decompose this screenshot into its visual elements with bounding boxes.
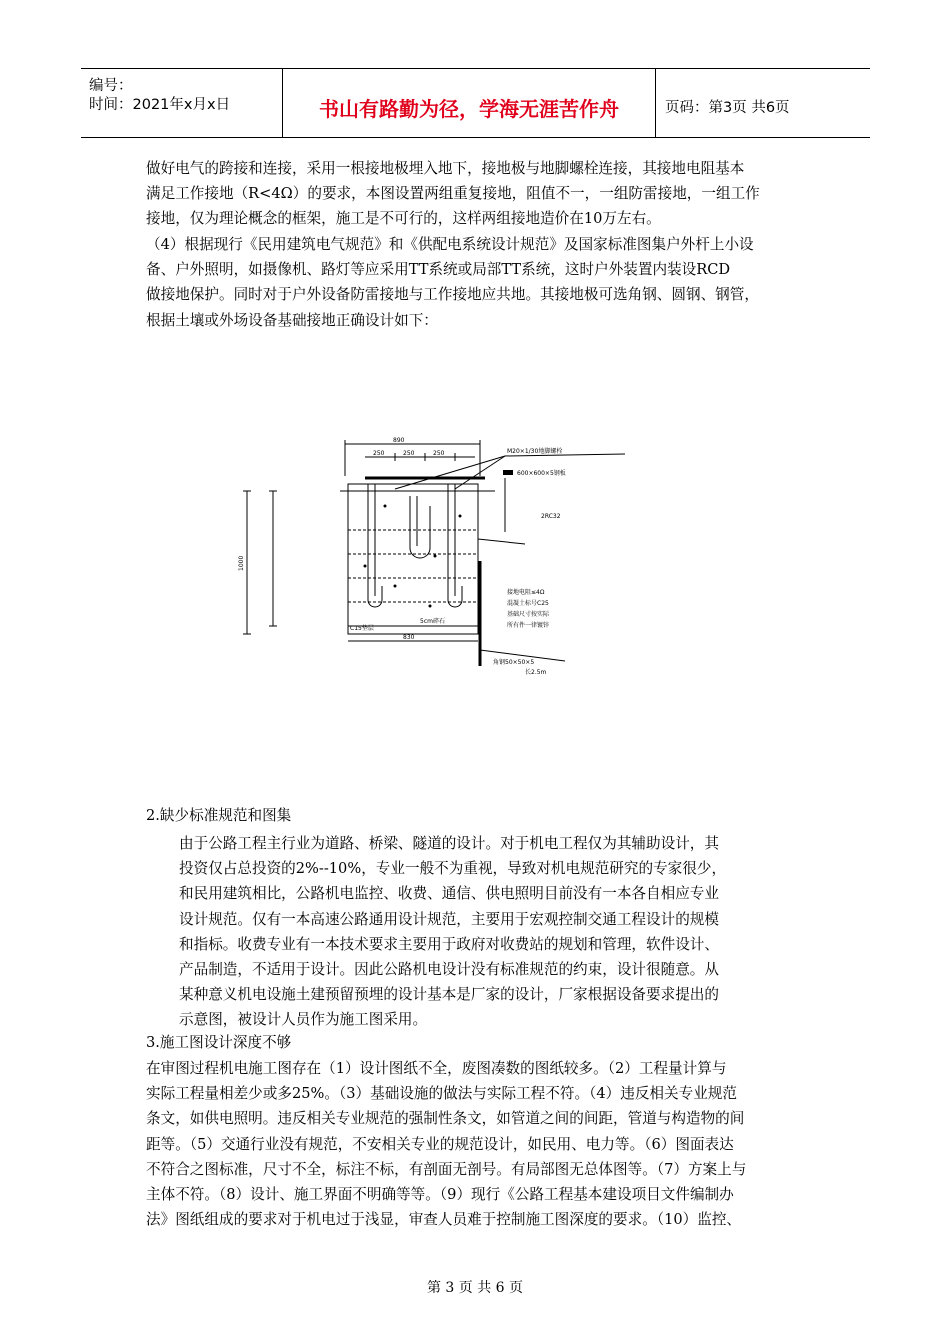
text-line: （4）根据现行《民用建筑电气规范》和《供配电系统设计规范》及国家标准图集户外杆上小设 <box>146 236 754 253</box>
page-header <box>81 68 870 138</box>
header-page-cell <box>655 69 870 137</box>
text-line: 实际工程量相差少或多25%。（3）基础设施的做法与实际工程不符。（4）违反相关专业规范 <box>146 1085 737 1103</box>
section-2-heading: 2.缺少标准规范和图集 <box>146 807 292 824</box>
dimension-sub-label: 250 <box>403 450 415 457</box>
angle-length-label: 长2.5m <box>525 669 547 676</box>
header-page-number: 页码：第3页 共6页 <box>665 100 790 116</box>
note-foundation-size: 基础尺寸按实际 <box>507 611 550 618</box>
conduit-label: 2RC32 <box>541 513 561 520</box>
text-line: 和指标。收费专业有一本技术要求主要用于政府对收费站的规划和管理，软件设计、 <box>179 935 719 953</box>
note-galvanized: 所有件一律镀锌 <box>507 622 550 629</box>
paragraph-section-3 <box>146 1056 746 1232</box>
text-line: 接地，仅为理论概念的框架，施工是不可行的，这样两组接地造价在10万左右。 <box>146 210 661 228</box>
text-line: 根据土壤或外场设备基础接地正确设计如下： <box>146 311 438 329</box>
dimension-top-label: 890 <box>393 437 405 444</box>
text-line: 满足工作接地（R<4Ω）的要求，本图设置两组重复接地，阻值不一，一组防雷接地，一组工作 <box>146 185 760 203</box>
text-line: 产品制造，不适用于设计。因此公路机电设计没有标准规范的约束，设计很随意。从 <box>179 961 719 979</box>
cushion-label: C15垫层 <box>350 625 374 632</box>
paragraph-item-4 <box>146 232 759 333</box>
dimension-sub-label: 250 <box>433 450 445 457</box>
plate-label: 600×600×5钢板 <box>517 470 566 477</box>
text-line: 在审图过程机电施工图存在（1）设计图纸不全，废图凑数的图纸较多。（2）工程量计算与 <box>146 1060 727 1077</box>
header-info-cell <box>81 69 281 137</box>
header-motto-cell <box>282 69 656 137</box>
text-line: 某种意义机电设施土建预留预埋的设计基本是厂家的设计，厂家根据设备要求提出的 <box>179 986 719 1004</box>
text-line: 由于公路工程主行业为道路、桥梁、隧道的设计。对于机电工程仅为其辅助设计，其 <box>179 835 719 852</box>
text-line: 示意图，被设计人员作为施工图采用。 <box>179 1011 428 1029</box>
dimension-sub-label: 250 <box>373 450 385 457</box>
text-line: 不符合之图标准，尺寸不全，标注不标，有剖面无剖号。有局部图无总体图等。（7）方案上与 <box>146 1160 747 1178</box>
angle-steel-label: 角钢50×50×5 <box>493 659 535 666</box>
plate-symbol <box>503 470 513 475</box>
section-3-heading: 3.施工图设计深度不够 <box>146 1034 292 1051</box>
dimension-base-label: 830 <box>403 634 415 641</box>
text-line: 和民用建筑相比，公路机电监控、收费、通信、供电照明目前没有一本各自相应专业 <box>179 885 719 903</box>
text-line: 投资仅占总投资的2%--10%，专业一般不为重视，导致对机电规范研究的专家很少， <box>179 860 727 878</box>
gravel-label: 5cm碎石 <box>420 618 445 625</box>
conduit-bend <box>410 496 430 558</box>
conduit-leader <box>478 539 525 544</box>
document-date-label: 时间：2021年x月x日 <box>89 97 231 113</box>
page-footer: 第 3 页 共 6 页 <box>426 1280 524 1296</box>
text-line: 做接地保护。同时对于户外设备防雷接地与工作接地应共地。其接地极可选角钢、圆钢、钢管， <box>146 286 759 304</box>
document-number-label: 编号： <box>89 78 133 94</box>
text-line: 距等。（5）交通行业没有规范，不安相关专业的规范设计，如民用、电力等。（6）图面表达 <box>146 1135 734 1153</box>
depth-dimension-label: 1000 <box>238 555 245 571</box>
anchor-bolt-label: M20×1/30地脚螺栓 <box>507 448 563 455</box>
paragraph-grounding-intro <box>146 156 760 232</box>
text-line: 主体不符。（8）设计、施工界面不明确等等。（9）现行《公路工程基本建设项目文件编制办 <box>146 1186 734 1204</box>
text-line: 设计规范。仅有一本高速公路通用设计规范，主要用于宏观控制交通工程设计的规模 <box>179 910 719 928</box>
grounding-foundation-diagram <box>235 436 635 682</box>
text-line: 做好电气的跨接和连接，采用一根接地极埋入地下，接地极与地脚螺栓连接，其接地电阻基本 <box>146 160 745 177</box>
paragraph-section-2 <box>179 831 726 1033</box>
note-concrete: 混凝土标号C25 <box>507 600 549 607</box>
text-line: 备、户外照明，如摄像机、路灯等应采用TT系统或局部TT系统，这时户外装置内装设RCD <box>146 261 731 279</box>
text-line: 法》图纸组成的要求对于机电过于浅显，审查人员难于控制施工图深度的要求。（10）监控、 <box>146 1211 742 1229</box>
text-line: 条文，如供电照明。违反相关专业规范的强制性条文，如管道之间的间距，管道与构造物的间 <box>146 1110 745 1128</box>
motto-text: 书山有路勤为径，学海无涯苦作舟 <box>319 97 619 121</box>
note-resistance: 接地电阻≤4Ω <box>507 589 545 596</box>
